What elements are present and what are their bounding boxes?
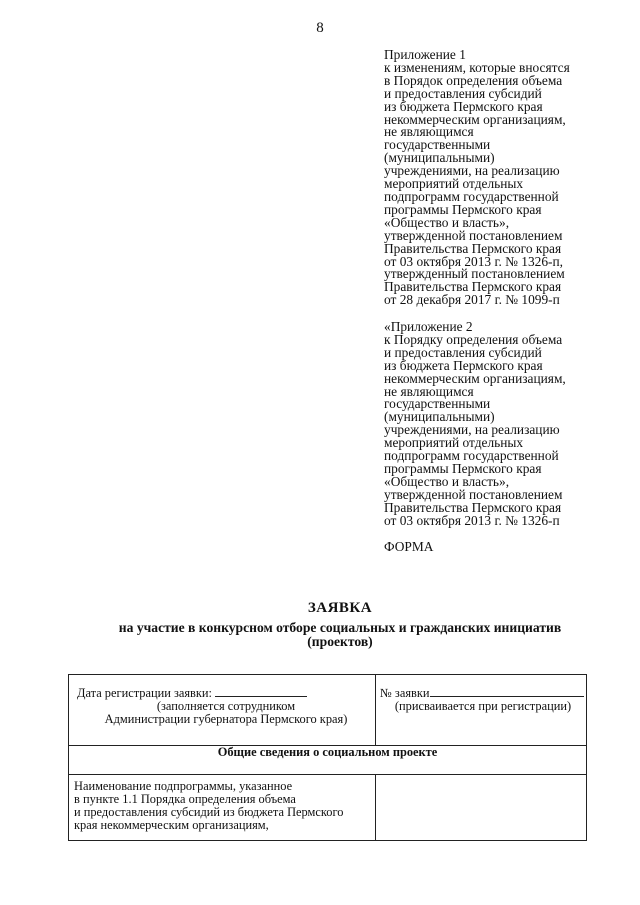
appendix-2-line: от 03 октября 2013 г. № 1326-п bbox=[384, 512, 560, 528]
appendix-2-line: «Приложение 2 bbox=[384, 319, 473, 334]
appendix-2-line: и предоставления субсидий bbox=[384, 344, 542, 360]
subprogram-label-cell bbox=[69, 775, 376, 841]
appendix-1-line: в Порядок определения объема bbox=[384, 72, 563, 88]
appendix-2-line: к Порядку определения объема bbox=[384, 331, 563, 347]
appendix-1-line: подпрограмм государственной bbox=[384, 188, 559, 204]
subprogram-label-line: Наименование подпрограммы, указанное bbox=[74, 779, 293, 793]
appendix-1-line: Приложение 1 bbox=[384, 47, 466, 62]
application-number-label: № заявки bbox=[380, 686, 430, 700]
appendix-2-line: не являющимся bbox=[384, 383, 474, 399]
appendix-1-line: учреждениями, на реализацию bbox=[384, 163, 560, 179]
appendix-1-line: к изменениям, которые вносятся bbox=[384, 59, 570, 75]
appendix-1-line: «Общество и власть», bbox=[384, 214, 510, 230]
registration-date-cell bbox=[69, 675, 376, 746]
subtitle-line: (проектов) bbox=[307, 634, 373, 649]
application-number-note: (присваивается при регистрации) bbox=[394, 699, 572, 713]
appendix-1-line: государственными bbox=[384, 137, 491, 153]
appendix-1-line: Правительства Пермского края bbox=[384, 279, 562, 295]
registration-date-label: Дата регистрации заявки: bbox=[77, 686, 212, 700]
application-number-blank bbox=[430, 696, 584, 697]
appendix-2-line: подпрограмм государственной bbox=[384, 448, 559, 464]
subprogram-label-line: и предоставления субсидий из бюджета Пермского bbox=[74, 805, 344, 819]
registration-date-note: (заполняется сотрудником bbox=[156, 699, 296, 713]
appendix-1-line: не являющимся bbox=[384, 124, 474, 140]
subprogram-label-line: в пункте 1.1 Порядка определения объема bbox=[74, 792, 296, 806]
subprogram-row bbox=[69, 775, 587, 841]
appendix-1-line: и предоставления субсидий bbox=[384, 85, 542, 101]
subprogram-value-cell bbox=[376, 775, 587, 841]
appendix-1-line: некоммерческим организациям, bbox=[384, 111, 566, 127]
appendix-1-line: Правительства Пермского края bbox=[384, 240, 562, 256]
appendix-1-line: утвержденной постановлением bbox=[384, 227, 563, 243]
appendix-1-line: утвержденный постановлением bbox=[384, 266, 565, 282]
appendix-2-line: программы Пермского края bbox=[384, 460, 542, 476]
appendix-1-line: от 03 октября 2013 г. № 1326-п, bbox=[384, 253, 564, 269]
appendix-1-line: программы Пермского края bbox=[384, 201, 542, 217]
appendix-2-line: (муниципальными) bbox=[384, 409, 495, 425]
section-row bbox=[69, 746, 587, 775]
appendix-2-line: учреждениями, на реализацию bbox=[384, 422, 560, 438]
appendix-1-line: мероприятий отдельных bbox=[384, 176, 524, 192]
subtitle-line: на участие в конкурсном отборе социальных и гражданских инициатив bbox=[118, 620, 562, 635]
appendix-1-block bbox=[384, 49, 624, 307]
application-form-table bbox=[68, 674, 587, 841]
appendix-2-line: некоммерческим организациям, bbox=[384, 370, 566, 386]
appendix-1-line: из бюджета Пермского края bbox=[384, 98, 543, 114]
appendix-1-line: (муниципальными) bbox=[384, 150, 495, 166]
appendix-2-line: утвержденной постановлением bbox=[384, 486, 563, 502]
registration-date-note: Администрации губернатора Пермского края) bbox=[104, 712, 348, 726]
appendix-2-line: из бюджета Пермского края bbox=[384, 357, 543, 373]
appendix-1-line: от 28 декабря 2017 г. № 1099-п bbox=[384, 292, 560, 308]
application-number-cell bbox=[376, 675, 587, 746]
appendix-2-line: Правительства Пермского края bbox=[384, 499, 562, 515]
appendix-2-line: мероприятий отдельных bbox=[384, 435, 524, 451]
section-heading: Общие сведения о социальном проекте bbox=[69, 746, 587, 775]
appendix-2-line: государственными bbox=[384, 396, 491, 412]
registration-row bbox=[69, 675, 587, 746]
document-subtitle bbox=[40, 621, 640, 649]
subprogram-label-line: края некоммерческим организациям, bbox=[74, 818, 269, 832]
page-number: 8 bbox=[316, 20, 324, 36]
appendix-2-line: «Общество и власть», bbox=[384, 473, 510, 489]
document-title: ЗАЯВКА bbox=[307, 600, 373, 616]
registration-date-blank bbox=[215, 696, 307, 697]
appendix-2-block bbox=[384, 321, 624, 528]
form-label: ФОРМА bbox=[384, 539, 434, 554]
